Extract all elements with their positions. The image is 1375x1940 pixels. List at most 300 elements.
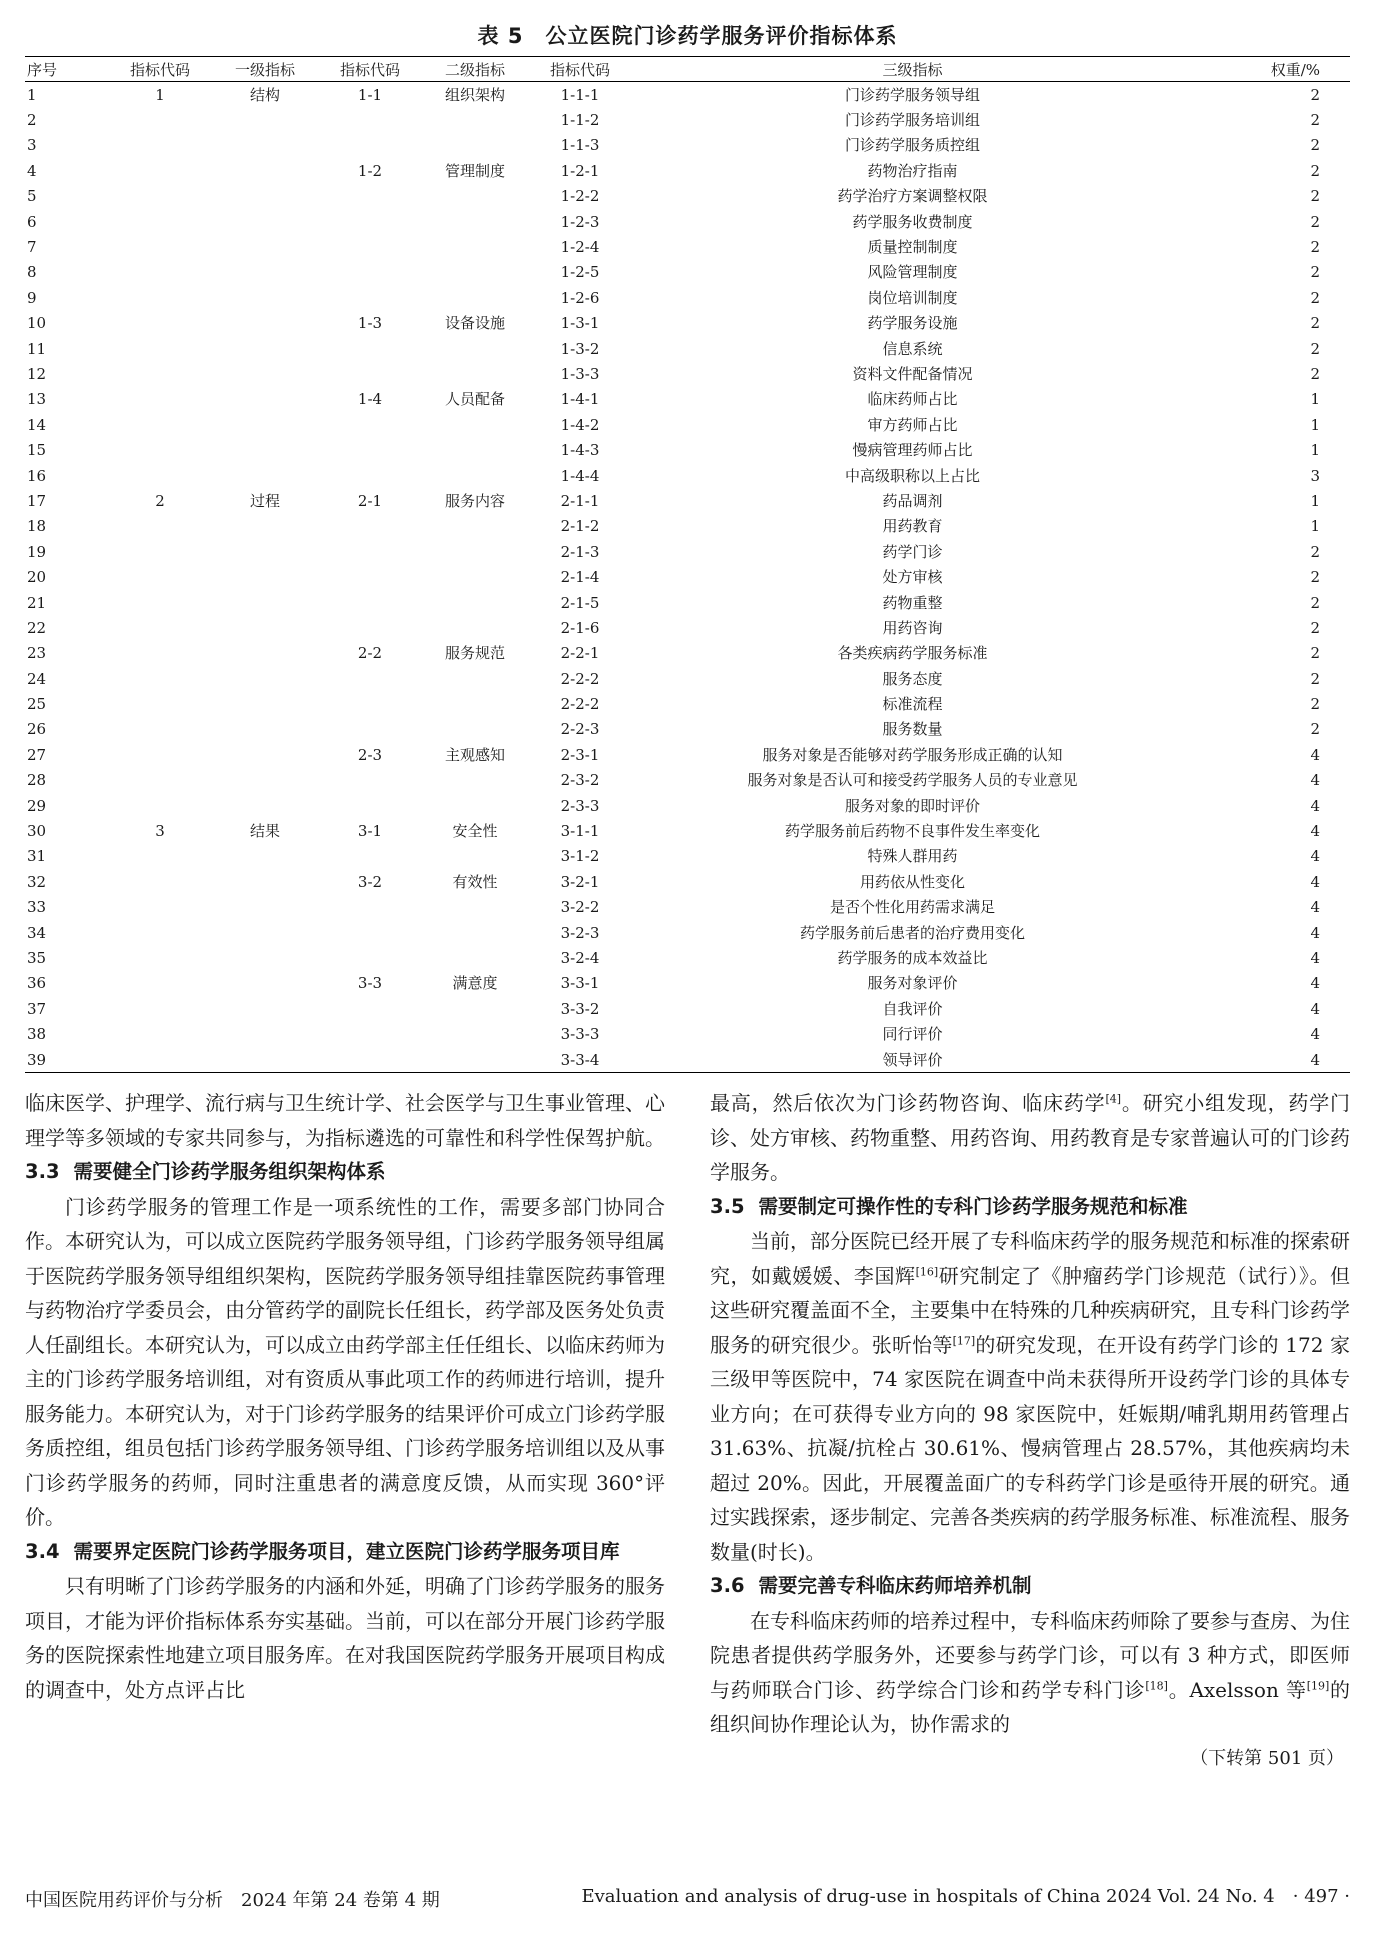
cell-level-2 [415,844,535,869]
cell-seq: 20 [27,568,47,587]
table-row [25,285,1350,310]
cell-level-3: 药物治疗指南 [867,161,958,180]
cell-level-3: 慢病管理药师占比 [852,441,973,460]
text-run: 的研究发现，在开设有药学门诊的 172 家三级甲等医院中，74 家医院在调查中尚未获得所开设药学门诊的具体专业方向；在可获得专业方向的 98 家医院中，妊娠期/哺乳期用药管理占 31.63%、抗凝/抗栓占 30.61%、慢病管理占 28.57%，其他疾病均未超过 20%。因此，开展覆盖面广的专科药学门诊是亟待开展的研究。通过实践探索，逐步制定、完善各类疾病的药学服务标准、标准流程、服务数量(时长)。 [710,1332,1351,1564]
cell-level-2 [415,463,535,488]
cell-level-1 [205,996,325,1021]
table-row [25,1047,1350,1073]
section-title: 需要健全门诊药学服务组织架构体系 [73,1160,386,1183]
cell-weight: 2 [1310,314,1320,333]
cell-weight: 4 [1310,923,1320,942]
cell-code-2 [325,260,415,285]
citation: [17] [952,1333,976,1347]
cell-code-2 [325,590,415,615]
cell-code-1: 2 [155,491,165,510]
text-run: 。研究小组发现，药学门诊、处方审核、药物重整、用药咨询、用药教育是专家普遍认可的门诊药学服务。 [710,1091,1351,1184]
cell-level-1 [205,285,325,310]
cell-level-2: 设备设施 [444,314,505,333]
cell-level-2 [415,514,535,539]
cell-level-1 [205,514,325,539]
cell-code-1 [115,920,205,945]
cell-level-2 [415,590,535,615]
text-run: 的组织间协作理论认为，协作需求的 [710,1677,1351,1736]
citation: [4] [1105,1092,1122,1106]
cell-code-3: 1-2-4 [560,238,600,257]
cell-level-1 [205,666,325,691]
cell-weight: 2 [1310,695,1320,714]
table-row [25,158,1350,183]
cell-code-1 [115,412,205,437]
cell-level-2 [415,717,535,742]
cell-level-2: 安全性 [452,822,498,841]
cell-code-3: 3-2-1 [560,872,600,891]
cell-code-3: 1-2-3 [560,212,600,231]
page-number: · 497 · [1292,1886,1350,1907]
cell-code-3: 1-3-3 [560,364,600,383]
cell-code-3: 2-1-6 [560,618,600,637]
cell-weight: 2 [1310,593,1320,612]
table-row [25,666,1350,691]
cell-seq: 15 [27,441,47,460]
cell-code-1: 3 [155,822,165,841]
cell-code-2 [325,768,415,793]
cell-code-1 [115,437,205,462]
cell-code-3: 3-2-2 [560,898,600,917]
cell-level-1 [205,844,325,869]
header-code-3: 指标代码 [535,57,625,82]
cell-level-3: 药学服务设施 [867,314,958,333]
cell-code-3: 2-1-1 [560,491,600,510]
section-number: 3.6 [710,1574,745,1597]
cell-seq: 25 [27,695,47,714]
cell-code-1 [115,539,205,564]
cell-level-3: 标准流程 [882,695,943,714]
text-run: 。Axelsson 等 [1167,1677,1307,1702]
cell-level-2 [415,920,535,945]
paragraph: 门诊药学服务的管理工作是一项系统性的工作，需要多部门协同合作。本研究认为，可以成立医院药学服务领导组，门诊药学服务领导组属于医院药学服务领导组组织架构，医院药学服务领导组挂靠医院药事管理与药物治疗学委员会，由分管药学的副院长任组长，药学部及医务处负责人任副组长。本研究认为，可以成立由药学部主任任组长、以临床药师为主的门诊药学服务培训组，对有资质从事此项工作的药师进行培训，提升服务能力。本研究认为，对于门诊药学服务的结果评价可成立门诊药学服务质控组，组员包括门诊药学服务领导组、门诊药学服务培训组以及从事门诊药学服务的药师，同时注重患者的满意度反馈，从而实现 360°评价。 [25,1194,665,1529]
cell-level-2 [415,412,535,437]
cell-level-2 [415,184,535,209]
cell-seq: 14 [27,415,47,434]
cell-code-3: 2-3-1 [560,745,600,764]
cell-code-3: 3-2-4 [560,948,600,967]
section-title: 需要界定医院门诊药学服务项目，建立医院门诊药学服务项目库 [73,1539,620,1563]
cell-level-3: 岗位培训制度 [867,288,958,307]
cell-code-2 [325,133,415,158]
cell-weight: 2 [1310,618,1320,637]
cell-seq: 6 [27,212,37,231]
cell-level-2 [415,945,535,970]
cell-seq: 38 [27,1025,47,1044]
cell-level-1 [205,133,325,158]
table-row [25,1021,1350,1046]
cell-code-1 [115,184,205,209]
cell-weight: 4 [1310,822,1320,841]
cell-code-3: 3-2-3 [560,923,600,942]
cell-seq: 29 [27,796,47,815]
cell-weight: 4 [1310,847,1320,866]
section-heading-3-5 [710,1190,1350,1225]
cell-code-2: 1-3 [357,314,383,333]
cell-seq: 5 [27,187,37,206]
table-row [25,412,1350,437]
cell-level-1 [205,361,325,386]
cell-code-2 [325,691,415,716]
cell-level-1 [205,463,325,488]
cell-weight: 2 [1310,187,1320,206]
cell-weight: 2 [1310,288,1320,307]
cell-level-1 [205,717,325,742]
cell-code-2 [325,539,415,564]
cell-code-2 [325,996,415,1021]
cell-level-2 [415,1047,535,1073]
cell-code-3: 1-4-3 [560,441,600,460]
cell-weight: 2 [1310,161,1320,180]
cell-code-1 [115,285,205,310]
cell-level-3: 质量控制制度 [867,238,958,257]
cell-level-2 [415,768,535,793]
text-run: 最高，然后依次为门诊药物咨询、临床药学 [710,1091,1106,1115]
cell-weight: 4 [1310,948,1320,967]
cell-code-2 [325,336,415,361]
cell-code-2 [325,793,415,818]
paragraph [710,1224,1350,1569]
cell-code-2 [325,1021,415,1046]
table-row [25,590,1350,615]
cell-code-2 [325,920,415,945]
cell-level-1 [205,260,325,285]
text-run: 当前，部分医院已经开展了专科临床药学的服务规范和标准的探索研究，如戴媛媛、李国辉 [710,1229,1350,1288]
cell-level-3: 药学治疗方案调整权限 [837,187,988,206]
cell-seq: 37 [27,999,47,1018]
cell-weight: 4 [1310,999,1320,1018]
cell-level-1 [205,437,325,462]
cell-weight: 4 [1310,796,1320,815]
cell-level-3: 服务对象是否能够对药学服务形成正确的认知 [762,745,1063,764]
cell-code-2 [325,234,415,259]
cell-code-1 [115,742,205,767]
cell-code-2 [325,615,415,640]
cell-code-1 [115,514,205,539]
cell-level-3: 用药咨询 [882,618,943,637]
cell-seq: 26 [27,720,47,739]
cell-level-1 [205,387,325,412]
cell-level-2: 人员配备 [444,390,505,409]
cell-level-1 [205,107,325,132]
cell-code-2 [325,107,415,132]
cell-code-2 [325,717,415,742]
cell-level-1 [205,691,325,716]
table-row [25,361,1350,386]
header-level-1: 一级指标 [205,57,325,82]
cell-seq: 22 [27,618,47,637]
cell-code-1 [115,615,205,640]
cell-seq: 4 [27,161,37,180]
cell-level-1 [205,158,325,183]
cell-level-3: 同行评价 [882,1025,943,1044]
table-row [25,336,1350,361]
table-row [25,768,1350,793]
cell-code-3: 2-3-2 [560,771,600,790]
citation: [19] [1306,1678,1330,1692]
cell-code-1 [115,564,205,589]
cell-code-1 [115,336,205,361]
cell-seq: 35 [27,948,47,967]
cell-level-3: 领导评价 [625,1047,1200,1073]
cell-seq: 18 [27,517,47,536]
cell-level-3: 药学服务的成本效益比 [837,948,988,967]
cell-code-1 [115,107,205,132]
table-row [25,869,1350,894]
cell-code-1 [115,768,205,793]
cell-level-3: 药学服务收费制度 [852,212,973,231]
cell-level-3: 门诊药学服务培训组 [844,111,980,130]
cell-weight: 2 [1310,111,1320,130]
cell-level-2 [415,564,535,589]
cell-code-3: 2-1-5 [560,593,600,612]
cell-code-2: 3-3 [357,974,383,993]
cell-level-3: 门诊药学服务质控组 [844,136,980,155]
cell-weight: 3 [1310,466,1320,485]
cell-level-3: 用药依从性变化 [859,872,965,891]
cell-level-2 [415,209,535,234]
cell-code-2 [325,945,415,970]
cell-level-1 [205,564,325,589]
cell-level-1 [205,1047,325,1073]
cell-code-1 [115,996,205,1021]
cell-level-2 [415,107,535,132]
journal-name-cn: 中国医院用药评价与分析 [25,1890,223,1911]
table-row [25,107,1350,132]
cell-level-2 [415,666,535,691]
cell-level-3: 药物重整 [882,593,943,612]
cell-code-1 [115,590,205,615]
cell-seq: 7 [27,238,37,257]
continued-note: （下转第 501 页） [1190,1747,1344,1769]
cell-level-2 [415,361,535,386]
cell-code-3: 2-3-3 [560,796,600,815]
cell-level-2 [415,133,535,158]
cell-code-3: 1-4-2 [560,415,600,434]
cell-code-3: 1-4-4 [560,466,600,485]
cell-weight: 2 [1310,364,1320,383]
cell-weight: 4 [1310,1025,1320,1044]
table-row [25,463,1350,488]
right-column [710,1086,1350,1776]
cell-level-3: 各类疾病药学服务标准 [837,644,988,663]
journal-name-en: Evaluation and analysis of drug-use in hospitals of China 2024 Vol. 24 No. 4 [581,1886,1275,1907]
cell-code-3: 1-2-2 [560,187,600,206]
cell-seq: 16 [27,466,47,485]
cell-level-3: 中高级职称以上占比 [844,466,980,485]
cell-level-1 [205,742,325,767]
issue-cn: 2024 年第 24 卷第 4 期 [241,1890,440,1911]
cell-level-1 [205,336,325,361]
cell-code-2: 2-2 [357,644,383,663]
cell-code-2 [325,285,415,310]
table-row [25,895,1350,920]
cell-seq: 12 [27,364,47,383]
paragraph: 只有明晰了门诊药学服务的内涵和外延，明确了门诊药学服务的服务项目，才能为评价指标体系夯实基础。当前，可以在部分开展门诊药学服务的医院探索性地建立项目服务库。在对我国医院药学服务开展项目构成的调查中，处方点评占比 [25,1574,665,1702]
cell-level-2 [415,691,535,716]
cell-level-1 [205,539,325,564]
cell-weight: 1 [1310,517,1320,536]
cell-code-2: 1-2 [357,161,383,180]
cell-level-2: 管理制度 [444,161,505,180]
cell-seq: 34 [27,923,47,942]
section-number: 3.3 [25,1160,60,1183]
cell-level-2: 主观感知 [444,745,505,764]
cell-seq: 1 [27,85,37,104]
cell-level-1: 结构 [249,85,280,104]
cell-level-2 [415,336,535,361]
table-row [25,615,1350,640]
cell-level-2 [415,437,535,462]
cell-level-1: 过程 [249,491,280,510]
cell-seq: 2 [27,111,37,130]
paragraph [710,1086,1350,1190]
cell-code-1 [115,311,205,336]
cell-level-1 [205,615,325,640]
cell-level-3: 是否个性化用药需求满足 [829,898,995,917]
cell-level-1 [205,184,325,209]
cell-code-1 [115,1021,205,1046]
cell-code-2: 1-1 [357,85,383,104]
table-row [25,844,1350,869]
cell-code-2: 2-1 [357,491,383,510]
cell-level-3: 风险管理制度 [867,263,958,282]
left-column [25,1086,665,1707]
cell-level-3: 资料文件配备情况 [852,364,973,383]
cell-level-3: 药学门诊 [882,542,943,561]
cell-level-1 [205,945,325,970]
cell-weight: 2 [1310,263,1320,282]
cell-code-3: 1-1-3 [560,136,600,155]
citation: [18] [1145,1678,1168,1692]
table-row [25,133,1350,158]
section-heading-3-4 [25,1535,665,1570]
cell-weight: 4 [1310,898,1320,917]
cell-code-1 [115,209,205,234]
cell-code-1 [115,945,205,970]
cell-code-2: 3-2 [357,872,383,891]
table-row [25,564,1350,589]
cell-level-2 [415,996,535,1021]
cell-weight: 4 [1310,974,1320,993]
paragraph [710,1604,1350,1742]
cell-seq: 27 [27,745,47,764]
citation: [16] [915,1264,939,1278]
cell-level-1 [205,1021,325,1046]
cell-seq: 10 [27,314,47,333]
cell-code-3: 3-3-1 [560,974,600,993]
cell-weight: 2 [1310,85,1320,104]
cell-code-1 [115,1047,205,1073]
table-row [25,437,1350,462]
cell-seq: 31 [27,847,47,866]
cell-level-2 [415,234,535,259]
cell-code-2 [325,1047,415,1073]
table-row [25,260,1350,285]
cell-seq: 3 [27,136,37,155]
cell-weight: 4 [1310,745,1320,764]
cell-level-1 [205,412,325,437]
cell-code-2 [325,895,415,920]
cell-code-3: 2-1-2 [560,517,600,536]
section-title: 需要制定可操作性的专科门诊药学服务规范和标准 [758,1194,1188,1218]
indicator-table [25,56,1350,1073]
cell-code-1 [115,666,205,691]
cell-code-3: 3-3-2 [560,999,600,1018]
cell-weight: 2 [1310,136,1320,155]
cell-level-2 [415,895,535,920]
cell-code-3: 1-1-2 [560,111,600,130]
cell-level-1 [205,641,325,666]
cell-code-2 [325,666,415,691]
cell-code-3: 1-4-1 [560,390,600,409]
section-number: 3.4 [25,1539,60,1563]
table-row [25,691,1350,716]
cell-code-1 [115,361,205,386]
table-row [25,818,1350,843]
cell-code-3: 1-2-1 [560,161,600,180]
table-row [25,514,1350,539]
cell-code-1: 1 [155,85,165,104]
cell-weight: 4 [1310,771,1320,790]
header-level-3: 三级指标 [625,57,1200,82]
cell-code-1 [115,717,205,742]
cell-level-3: 药学服务前后药物不良事件发生率变化 [784,822,1040,841]
header-code-2: 指标代码 [325,57,415,82]
cell-level-1 [205,209,325,234]
section-title: 需要完善专科临床药师培养机制 [758,1574,1032,1597]
cell-level-3: 信息系统 [882,339,943,358]
cell-level-2: 有效性 [452,872,498,891]
cell-seq: 36 [27,974,47,993]
cell-level-3: 用药教育 [882,517,943,536]
cell-level-2 [415,539,535,564]
cell-code-2 [325,437,415,462]
cell-level-2: 满意度 [452,974,498,993]
table-row [25,920,1350,945]
cell-code-3: 2-2-2 [560,695,600,714]
cell-level-1 [205,793,325,818]
header-weight: 权重/% [1200,57,1350,82]
cell-code-3: 2-1-4 [560,568,600,587]
section-number: 3.5 [710,1194,745,1218]
cell-code-1 [115,641,205,666]
cell-weight: 2 [1310,644,1320,663]
table-row [25,234,1350,259]
cell-level-3: 服务态度 [882,669,943,688]
cell-level-3: 药学服务前后患者的治疗费用变化 [799,923,1025,942]
cell-code-3: 1-1-1 [560,85,600,104]
cell-code-2 [325,463,415,488]
cell-code-2 [325,844,415,869]
text-run: 在专科临床药师的培养过程中，专科临床药师除了要参与查房、为住院患者提供药学服务外，还要参与药学门诊，可以有 3 种方式，即医师与药师联合门诊、药学综合门诊和药学专科门诊 [710,1608,1350,1702]
cell-code-1 [115,387,205,412]
cell-level-1 [205,768,325,793]
cell-code-1 [115,869,205,894]
cell-level-2 [415,793,535,818]
cell-seq: 21 [27,593,47,612]
table-row [25,209,1350,234]
cell-code-2: 1-4 [357,390,383,409]
cell-code-2 [325,564,415,589]
cell-level-3: 服务数量 [882,720,943,739]
cell-weight: 2 [1310,238,1320,257]
cell-seq: 24 [27,669,47,688]
